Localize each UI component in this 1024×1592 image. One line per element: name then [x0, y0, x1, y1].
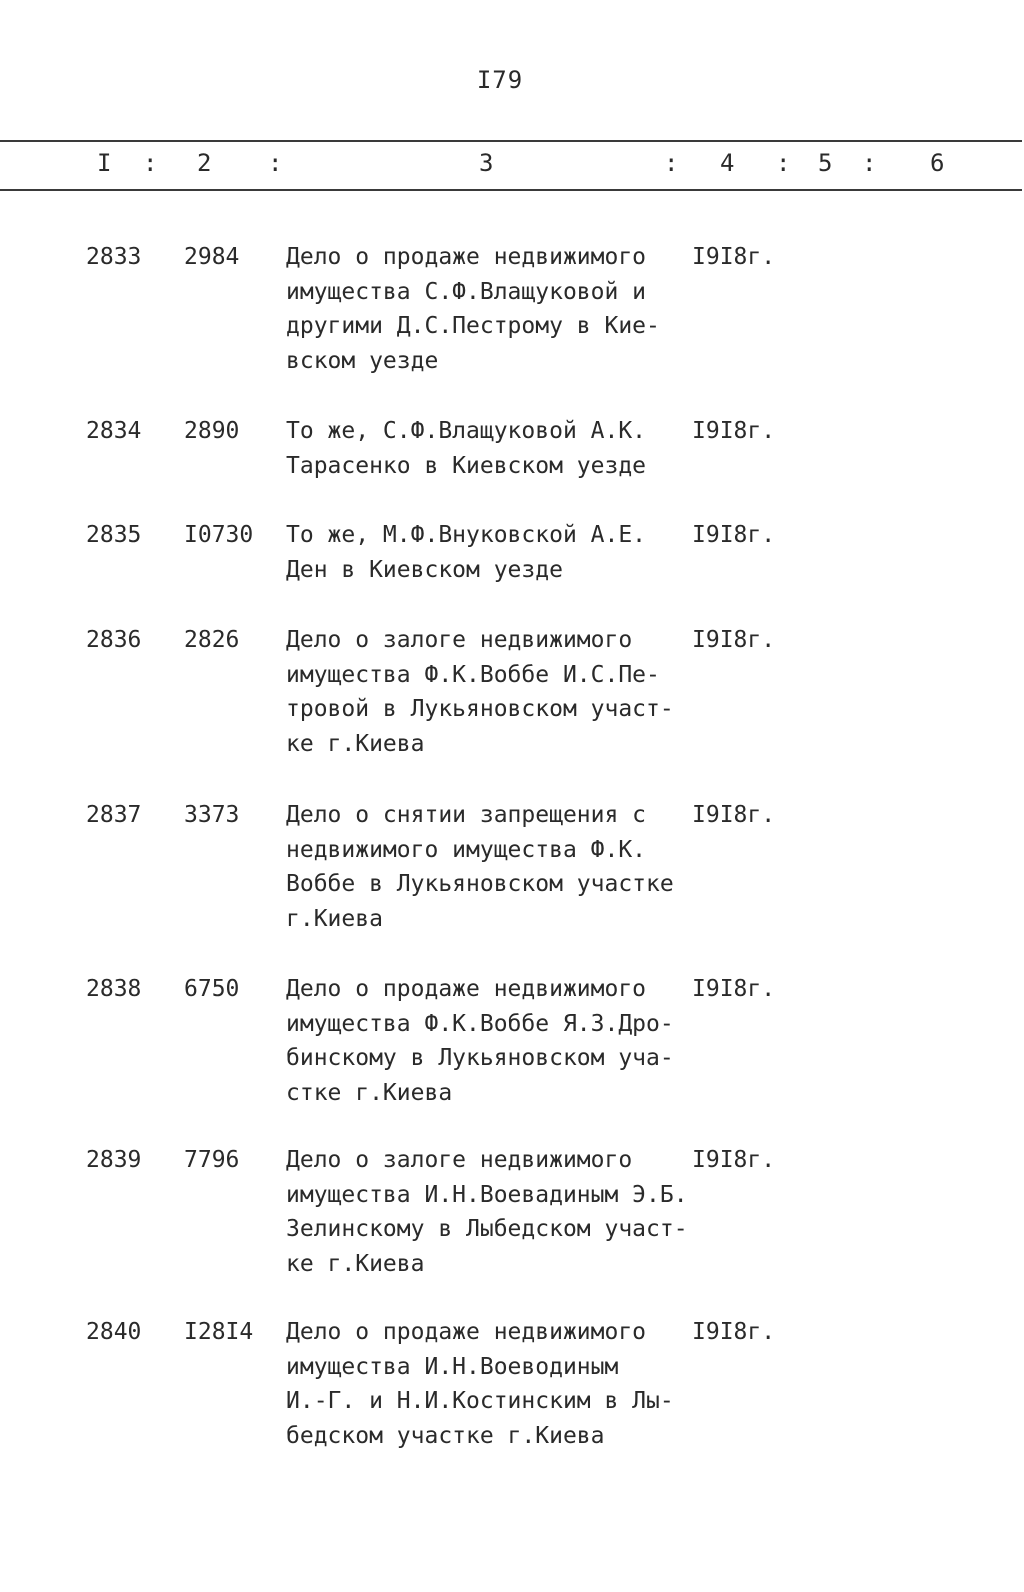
entry-old-number: 7796	[184, 1147, 240, 1173]
entry-title	[286, 972, 706, 1110]
entry-title-line: И.-Г. и Н.И.Костинским в Лы-	[286, 1388, 674, 1414]
entry-title-line: Дело о снятии запрещения с	[286, 802, 647, 828]
entry-title-line: бедском участке г.Киева	[286, 1422, 605, 1449]
entry-title-line: Дело о залоге недвижимого	[286, 1147, 633, 1173]
entry-title-line: Дело о залоге недвижимого	[286, 627, 633, 653]
entry-title	[286, 1315, 706, 1453]
entry-title-line: имущества И.Н.Воевадиным Э.Б.	[286, 1181, 688, 1208]
entry-title	[286, 240, 706, 378]
header-rule-top	[0, 140, 1022, 142]
entry-title-line: Воббе в Лукьяновском участке	[286, 871, 674, 897]
entry-number: 2834	[86, 418, 142, 444]
entry-title-line: недвижимого имущества Ф.К.	[286, 836, 647, 863]
entry-title-line: имущества С.Ф.Влащуковой и	[286, 278, 647, 305]
entry-old-number: 2890	[184, 418, 240, 444]
entry-title-line: Дело о продаже недвижимого	[286, 1319, 647, 1345]
col-header-4: 4	[720, 149, 735, 177]
entry-title-line: Дело о продаже недвижимого	[286, 976, 647, 1002]
entry-title	[286, 414, 706, 483]
entry-title-line: тровой в Лукьяновском участ-	[286, 696, 674, 722]
entry-title-line: ке г.Киева	[286, 730, 425, 757]
col-separator: :	[268, 149, 283, 177]
entry-old-number: 6750	[184, 976, 240, 1002]
entry-title	[286, 1143, 706, 1281]
col-header-1: I	[97, 149, 112, 177]
entry-title-line: другими Д.С.Пестрому в Кие-	[286, 313, 660, 339]
entry-date: I9I8г.	[692, 522, 776, 548]
col-header-2: 2	[197, 149, 212, 177]
col-separator: :	[776, 149, 791, 177]
entry-number: 2838	[86, 976, 142, 1002]
entry-title-line: вском уезде	[286, 347, 439, 374]
entry-number: 2833	[86, 244, 142, 270]
entry-title-line: То же, М.Ф.Внуковской А.Е.	[286, 522, 647, 548]
col-separator: :	[143, 149, 158, 177]
entry-title-line: имущества И.Н.Воеводиным	[286, 1353, 619, 1380]
entry-title	[286, 623, 706, 761]
entry-title-line: Дело о продаже недвижимого	[286, 244, 647, 270]
entry-title	[286, 798, 706, 936]
entry-number: 2835	[86, 522, 142, 548]
entry-title-line: бинскому в Лукьяновском уча-	[286, 1045, 674, 1071]
entry-title-line: Зелинскому в Лыбедском участ-	[286, 1216, 688, 1242]
col-separator: :	[664, 149, 679, 177]
header-rule-bottom	[0, 189, 1022, 191]
entry-date: I9I8г.	[692, 1319, 776, 1345]
entry-number: 2837	[86, 802, 142, 828]
entry-number: 2840	[86, 1319, 142, 1345]
entry-title-line: Тарасенко в Киевском уезде	[286, 452, 647, 479]
col-header-5: 5	[818, 149, 833, 177]
entry-title-line: имущества Ф.К.Воббе Я.З.Дро-	[286, 1010, 674, 1037]
entry-number: 2836	[86, 627, 142, 653]
entry-title-line: стке г.Киева	[286, 1079, 453, 1106]
entry-old-number: I0730	[184, 522, 254, 548]
page-number: I79	[476, 66, 524, 94]
entry-date: I9I8г.	[692, 976, 776, 1002]
entry-number: 2839	[86, 1147, 142, 1173]
entry-old-number: 3373	[184, 802, 240, 828]
entry-title-line: г.Киева	[286, 905, 383, 932]
entry-title-line: ке г.Киева	[286, 1250, 425, 1277]
entry-date: I9I8г.	[692, 244, 776, 270]
col-header-3: 3	[479, 149, 494, 177]
entry-old-number: 2826	[184, 627, 240, 653]
entry-title	[286, 518, 706, 587]
entry-date: I9I8г.	[692, 418, 776, 444]
entry-title-line: То же, С.Ф.Влащуковой А.К.	[286, 418, 647, 444]
entry-title-line: имущества Ф.К.Воббе И.С.Пе-	[286, 661, 660, 688]
col-header-6: 6	[930, 149, 945, 177]
entry-old-number: I28I4	[184, 1319, 254, 1345]
entry-date: I9I8г.	[692, 802, 776, 828]
entry-title-line: Ден в Киевском уезде	[286, 556, 563, 583]
entry-old-number: 2984	[184, 244, 240, 270]
col-separator: :	[862, 149, 877, 177]
entry-date: I9I8г.	[692, 1147, 776, 1173]
entry-date: I9I8г.	[692, 627, 776, 653]
